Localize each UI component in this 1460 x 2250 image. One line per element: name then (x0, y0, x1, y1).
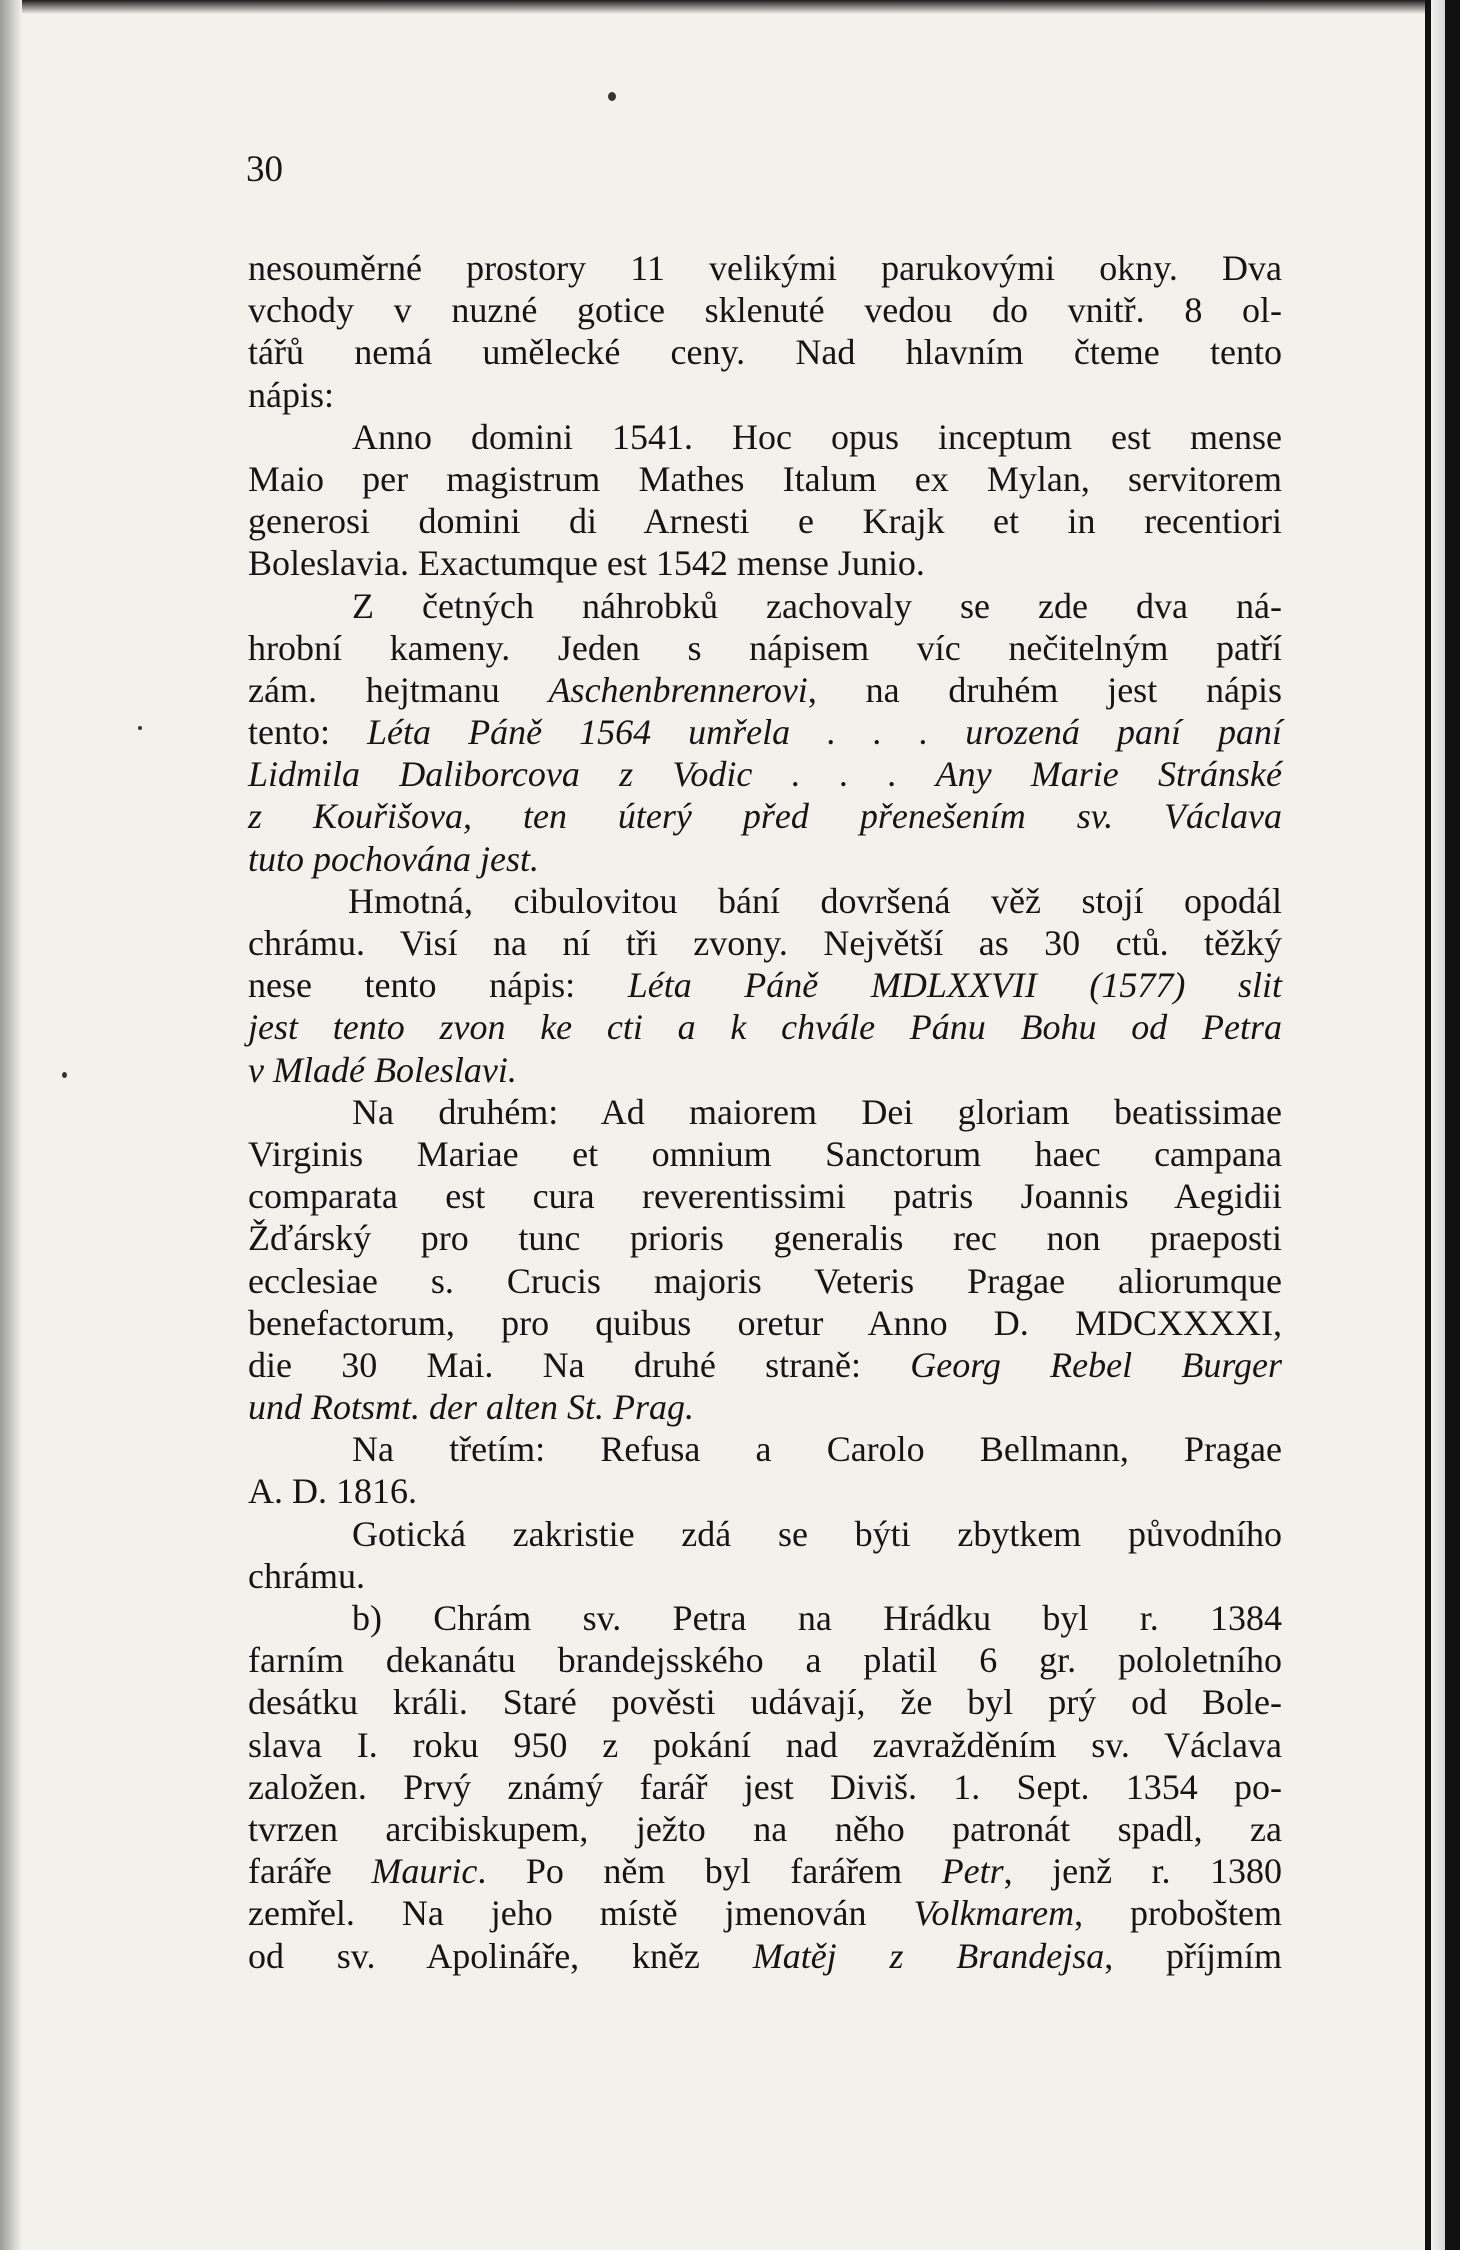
text-fragment: zám. hejtmanu (248, 669, 549, 710)
text-line (248, 838, 1282, 880)
text-line (248, 1386, 1282, 1428)
italic-inscription: jest tento zvon ke cti a k chvále Pánu Bohu od Petra (248, 1007, 1282, 1048)
text-fragment: , příjmím (1104, 1935, 1283, 1976)
text-line (248, 711, 1282, 753)
text-line: slava I. roku 950 z pokání nad zavražděním sv. Václava (248, 1724, 1282, 1765)
print-speck (138, 726, 142, 730)
text-line: A. D. 1816. (248, 1471, 417, 1512)
text-line: benefactorum, pro quibus oretur Anno D. MDCXXXXI, (248, 1302, 1282, 1343)
italic-name: Matěj z Brandejsa (752, 1935, 1105, 1976)
text-line (248, 1935, 1282, 1977)
text-line: Anno domini 1541. Hoc opus inceptum est mense (352, 416, 1282, 457)
italic-inscription: v Mladé Boleslavi. (248, 1049, 517, 1090)
text-line (248, 1850, 1282, 1892)
text-fragment: , proboštem (1074, 1893, 1282, 1934)
italic-inscription: und Rotsmt. der alten St. Prag. (248, 1387, 694, 1428)
text-fragment: die 30 Mai. Na druhé straně: (248, 1344, 911, 1385)
body-text (248, 247, 1282, 1977)
text-line: vchody v nuzné gotice sklenuté vedou do vnitř. 8 ol- (248, 290, 1282, 331)
italic-inscription: Léta Páně MDLXXVII (1577) slit (627, 965, 1282, 1006)
text-fragment: od sv. Apolináře, kněz (248, 1935, 753, 1976)
text-line: nesouměrné prostory 11 velikými parukovými okny. Dva (248, 248, 1282, 288)
italic-name: Volkmarem (913, 1893, 1075, 1934)
text-line: tářů nemá umělecké ceny. Nad hlavním čteme tento (248, 332, 1282, 373)
text-fragment: faráře (248, 1851, 372, 1892)
text-line: nápis: (248, 374, 334, 415)
text-line: Maio per magistrum Mathes Italum ex Mylan, servitorem (248, 458, 1282, 499)
text-line: Na druhém: Ad maiorem Dei gloriam beatissimae (352, 1091, 1282, 1132)
text-line (248, 1344, 1282, 1386)
page-number: 30 (246, 149, 283, 190)
next-page-edge (1431, 0, 1445, 2250)
text-line: Žďárský pro tunc prioris generalis rec non praeposti (248, 1218, 1282, 1259)
text-line: Boleslavia. Exactumque est 1542 mense Junio. (248, 543, 925, 584)
text-line: tvrzen arcibiskupem, ježto na něho patronát spadl, za (248, 1808, 1282, 1849)
text-line: Z četných náhrobků zachovaly se zde dva ná- (352, 585, 1282, 626)
text-line: chrámu. (248, 1555, 365, 1596)
text-line (248, 669, 1282, 711)
text-line: Virginis Mariae et omnium Sanctorum haec campana (248, 1133, 1282, 1174)
text-line: Gotická zakristie zdá se býti zbytkem původního (352, 1513, 1282, 1554)
text-line: Hmotná, cibulovitou bání dovršená věž stojí opodál (348, 880, 1282, 921)
left-shadow (0, 0, 22, 2250)
text-line: farním dekanátu brandejsského a platil 6 gr. pololetního (248, 1640, 1282, 1681)
text-line (248, 753, 1282, 795)
text-fragment: zemřel. Na jeho místě jmenován (248, 1893, 914, 1934)
italic-name: Aschenbrennerovi (548, 669, 808, 710)
text-line: chrámu. Visí na ní tři zvony. Největší as 30 ctů. těžký (248, 923, 1282, 963)
text-fragment: tento: (248, 712, 368, 753)
italic-inscription: Lidmila Daliborcova z Vodic . . . Any Marie Stránské (248, 754, 1282, 795)
text-fragment: . Po něm byl farářem (477, 1851, 942, 1892)
text-line: ecclesiae s. Crucis majoris Veteris Pragae aliorumque (248, 1260, 1282, 1301)
italic-inscription: Léta Páně 1564 umřela . . . urozená paní paní (367, 712, 1283, 753)
italic-inscription: z Kouřišova, ten úterý před přenešením sv. Václava (248, 796, 1282, 837)
print-speck (608, 92, 616, 101)
text-line: comparata est cura reverentissimi patris Joannis Aegidii (248, 1176, 1282, 1217)
italic-name: Petr (941, 1851, 1004, 1892)
text-line: hrobní kameny. Jeden s nápisem víc nečitelným patří (248, 627, 1282, 668)
text-fragment: , jenž r. 1380 (1003, 1851, 1283, 1892)
text-line: založen. Prvý známý farář jest Diviš. 1. Sept. 1354 po- (248, 1766, 1282, 1807)
italic-inscription: Georg Rebel Burger (910, 1344, 1282, 1385)
text-fragment: , na druhém jest nápis (807, 669, 1283, 710)
text-line (248, 964, 1282, 1006)
top-shadow (0, 0, 1425, 14)
text-fragment: nese tento nápis: (248, 965, 628, 1006)
text-line: desátku králi. Staré pověsti udávají, že byl prý od Bole- (248, 1682, 1282, 1723)
italic-inscription: tuto pochována jest. (248, 838, 539, 879)
text-line: Na třetím: Refusa a Carolo Bellmann, Pragae (352, 1429, 1282, 1470)
text-line (248, 795, 1282, 837)
text-line: generosi domini di Arnesti e Krajk et in recentiori (248, 501, 1282, 542)
text-line: b) Chrám sv. Petra na Hrádku byl r. 1384 (352, 1598, 1282, 1638)
text-line (248, 1892, 1282, 1934)
italic-name: Mauric (371, 1851, 478, 1892)
text-line (248, 1049, 1282, 1091)
text-line (248, 1006, 1282, 1048)
print-speck (62, 1072, 67, 1078)
